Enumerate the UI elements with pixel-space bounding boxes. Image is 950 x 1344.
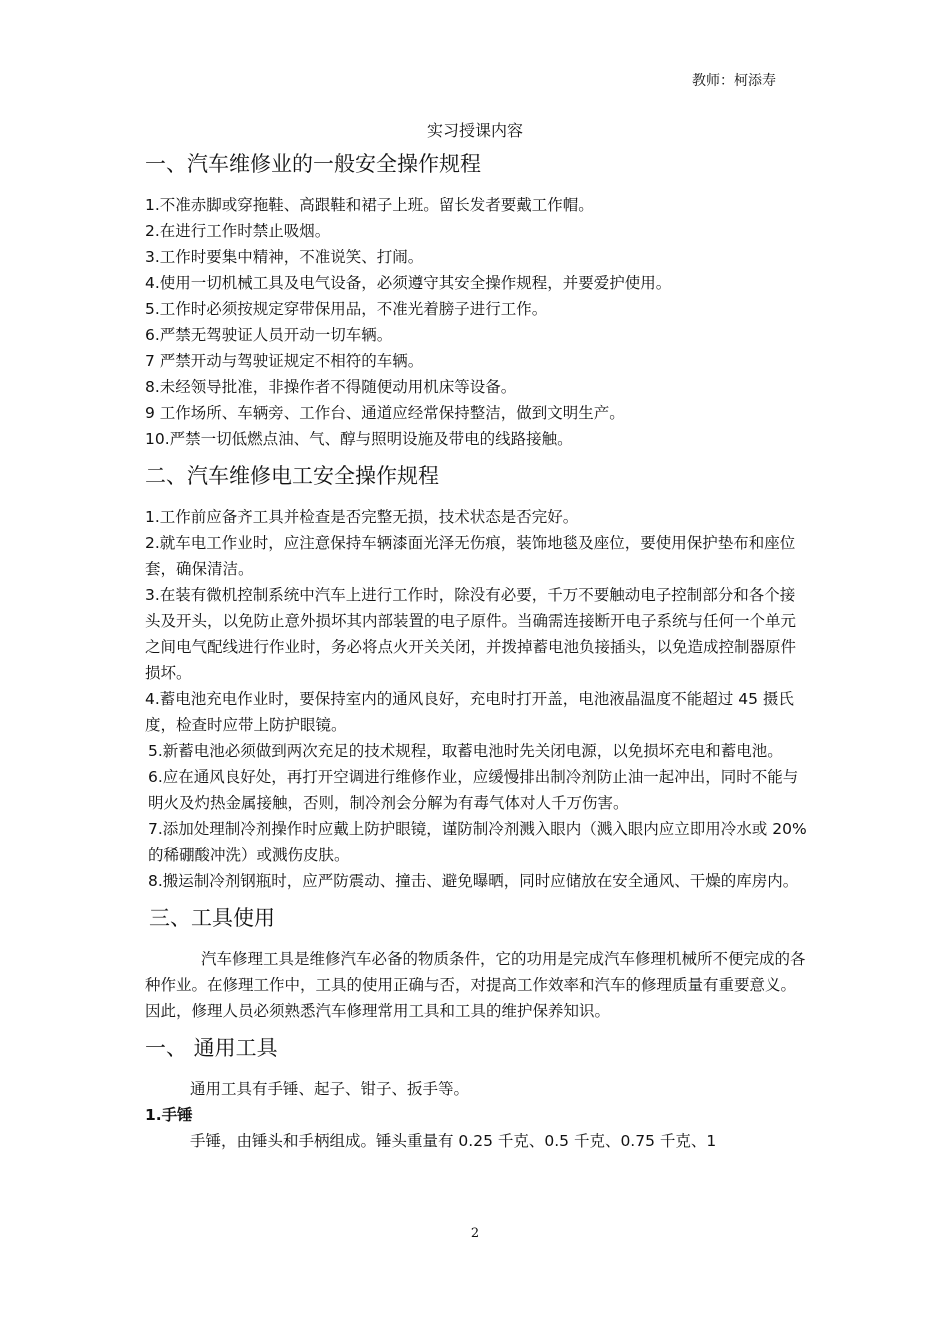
- list-item: 5.新蓄电池必须做到两次充足的技术规程，取蓄电池时先关闭电源，以免损坏充电和蓄电池。: [148, 742, 783, 760]
- list-item: 3.工作时要集中精神，不准说笑、打闹。: [145, 248, 424, 266]
- section-heading-electrician: 二、汽车维修电工安全操作规程: [145, 464, 439, 488]
- list-item: 5.工作时必须按规定穿带保用品，不准光着膀子进行工作。: [145, 300, 548, 318]
- document-title: 实习授课内容: [426, 121, 523, 140]
- section-heading-tools: 三、工具使用: [149, 906, 275, 930]
- list-item: 2.在进行工作时禁止吸烟。: [145, 222, 331, 240]
- document-body: [145, 148, 809, 1154]
- list-item: 6.严禁无驾驶证人员开动一切车辆。: [145, 326, 393, 344]
- section-heading-safety: 一、汽车维修业的一般安全操作规程: [145, 152, 481, 176]
- paragraph-tools-intro: 汽车修理工具是维修汽车必备的物质条件，它的功用是完成汽车修理机械所不便完成的各种作业。在修理工作中，工具的使用正确与否，对提高工作效率和汽车的修理质量有重要意义。因此，修理人员必须熟悉汽车修理常用工具和工具的维护保养知识。: [145, 950, 806, 1020]
- list-item: 8.搬运制冷剂钢瓶时，应严防震动、撞击、避免曝晒，同时应储放在安全通风、干燥的库房内。: [148, 872, 799, 890]
- teacher-name: 教师：柯添寿: [692, 73, 776, 89]
- list-item: 6.应在通风良好处，再打开空调进行维修作业，应缓慢排出制冷剂防止油一起冲出，同时不能与明火及灼热金属接触，否则，制冷剂会分解为有毒气体对人千万伤害。: [148, 768, 799, 812]
- list-item: 2.就车电工作业时，应注意保持车辆漆面光泽无伤痕，装饰地毯及座位，要使用保护垫布和座位套，确保清洁。: [145, 534, 796, 578]
- list-item: 1.工作前应备齐工具并检查是否完整无损，技术状态是否完好。: [145, 508, 579, 526]
- list-item: 7.添加处理制冷剂操作时应戴上防护眼镜，谨防制冷剂溅入眼内（溅入眼内应立即用冷水或 20%的稀硼酸冲洗）或溅伤皮肤。: [148, 820, 807, 864]
- item-title-hammer: 1.手锤: [145, 1106, 193, 1124]
- list-item: 4.蓄电池充电作业时，要保持室内的通风良好，充电时打开盖，电池液晶温度不能超过 45 摄氏度，检查时应带上防护眼镜。: [145, 690, 794, 734]
- section-heading-general-tools: 一、 通用工具: [145, 1036, 278, 1060]
- page-number: 2: [470, 1226, 480, 1241]
- list-item: 10.严禁一切低燃点油、气、醇与照明设施及带电的线路接触。: [145, 430, 573, 448]
- list-item: 3.在装有微机控制系统中汽车上进行工作时，除没有必要，千万不要触动电子控制部分和各个接头及开头，以免防止意外损坏其内部装置的电子原件。当确需连接断开电子系统与任何一个单元之间电气配线进行作业时，务必将点火开关关闭，并拨掉蓄电池负接插头，以免造成控制器原件损坏。: [145, 586, 797, 682]
- paragraph-general-tools: 通用工具有手锤、起子、钳子、扳手等。: [190, 1080, 470, 1098]
- list-item: 9 工作场所、车辆旁、工作台、通道应经常保持整洁，做到文明生产。: [145, 404, 625, 422]
- list-item: 4.使用一切机械工具及电气设备，必须遵守其安全操作规程，并要爱护使用。: [145, 274, 672, 292]
- list-item: 7 严禁开动与驾驶证规定不相符的车辆。: [145, 352, 424, 370]
- list-item: 8.未经领导批准，非操作者不得随便动用机床等设备。: [145, 378, 517, 396]
- list-item: 1.不准赤脚或穿拖鞋、高跟鞋和裙子上班。留长发者要戴工作帽。: [145, 196, 594, 214]
- paragraph-hammer: 手锤，由锤头和手柄组成。锤头重量有 0.25 千克、0.5 千克、0.75 千克、1: [190, 1132, 717, 1150]
